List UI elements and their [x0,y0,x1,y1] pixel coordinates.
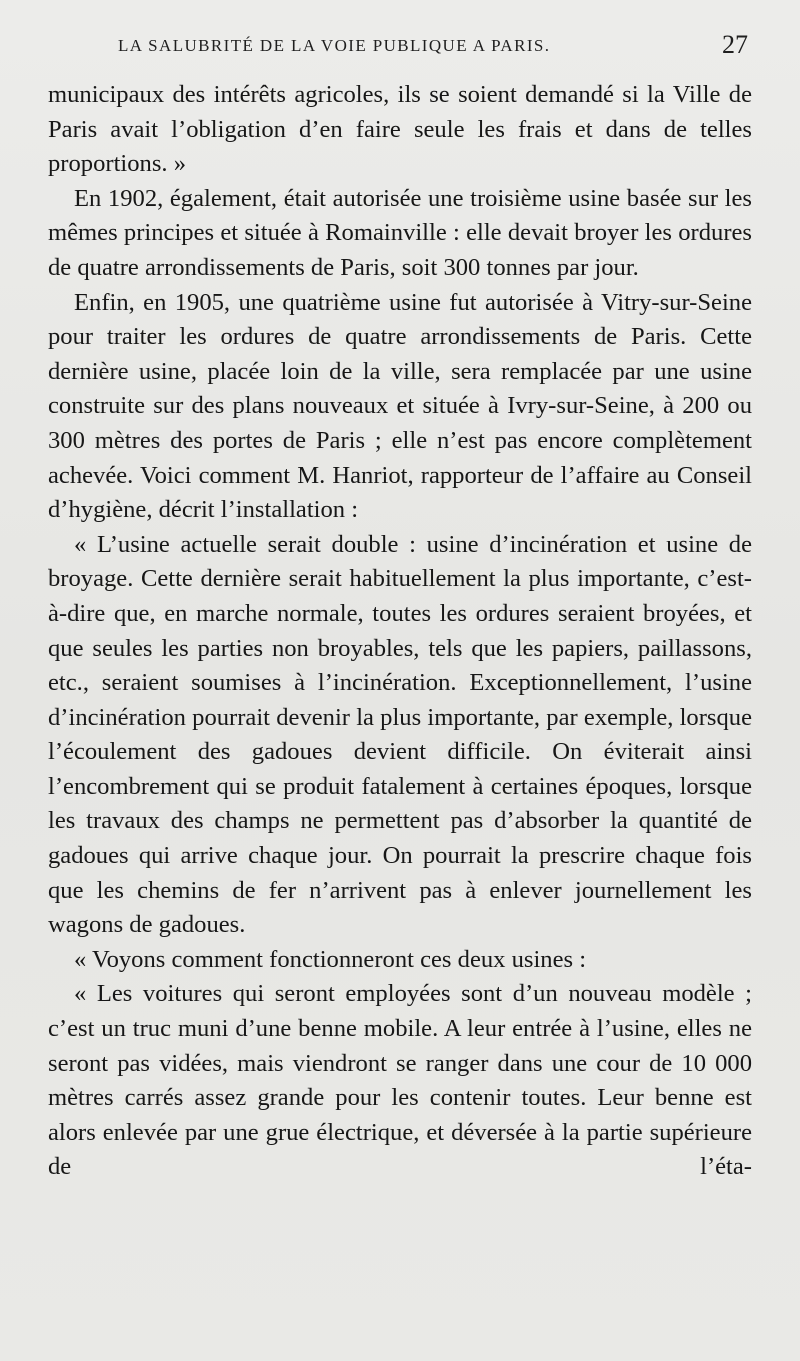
paragraph-quote-voitures: « Les voitures qui seront employées sont d’un nouveau modèle ; c’est un truc muni d’une benne mobile. A leur entrée à l’usine, elles ne seront pas vidées, mais viendront se ranger dans une cour de 10 000 mètres carrés assez grande pour les contenir toutes. Leur benne est alors enlevée par une grue électrique, et déversée à la partie supérieure de l’éta- [48,980,752,1181]
paragraph-romainville: En 1902, également, était autorisée une troisième usine basée sur les mêmes principes et située à Romainville : elle devait broyer les ordures de quatre arrondissements de Paris, soit 300 tonnes par jour. [48,184,752,281]
paragraph-continuation: municipaux des intérêts agricoles, ils se soient demandé si la Ville de Paris avait l’obligation d’en faire seule les frais et dans de telles proportions. » [48,81,752,178]
paragraph-vitry: Enfin, en 1905, une quatrième usine fut autorisée à Vitry-sur-Seine pour traiter les ordures de quatre arrondissements de Paris. Cette dernière usine, placée loin de la ville, sera remplacée par une usine construite sur des plans nouveaux et située à Ivry-sur-Seine, à 200 ou 300 mètres des portes de Paris ; elle n’est pas encore complètement achevée. Voici comment M. Hanriot, rapporteur de l’affaire au Conseil d’hygiène, décrit l’installation : [48,288,752,524]
page-number: 27 [722,30,748,59]
paragraph-quote-fonctionnement: « Voyons comment fonctionneront ces deux usines : [74,945,587,973]
running-title: LA SALUBRITÉ DE LA VOIE PUBLIQUE A PARIS. [118,36,551,55]
paragraph-quote-usine: « L’usine actuelle serait double : usine d’incinération et usine de broyage. Cette dernière serait habituellement la plus importante, c’est-à-dire que, en marche normale, toutes les ordures seraient broyées, et que seules les parties non broyables, tels que les papiers, paillassons, etc., seraient soumises à l’incinération. Exceptionnellement, l’usine d’incinération pourrait devenir la plus importante, par exemple, lorsque l’écoulement des gadoues devient difficile. On éviterait ainsi l’encombrement qui se produit fatalement à certaines époques, lorsque les travaux des champs ne permettent pas d’absorber la quantité de gadoues qui arrive chaque jour. On pourrait la prescrire chaque fois que les chemins de fer n’arrivent pas à enlever journellement les wagons de gadoues. [48,530,752,939]
body-text [48,78,752,1185]
